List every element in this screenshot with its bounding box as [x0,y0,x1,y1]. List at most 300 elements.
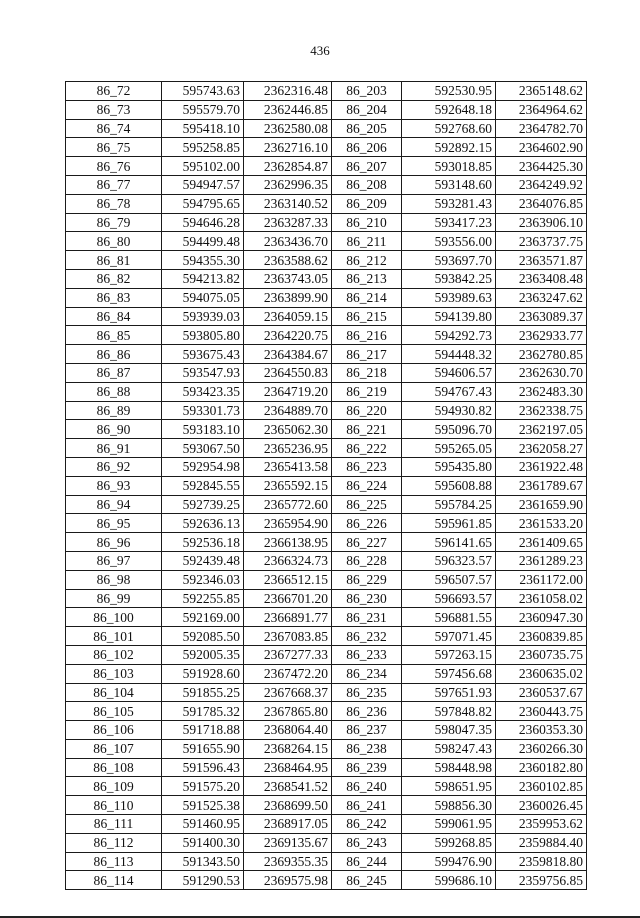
point-id-cell: 86_98 [66,570,162,589]
x-coordinate-cell: 592005.35 [162,645,244,664]
point-id-cell: 86_97 [66,551,162,570]
y-coordinate-cell: 2367083.85 [244,627,332,646]
point-id-cell: 86_95 [66,514,162,533]
y-coordinate-cell: 2359818.80 [496,852,587,871]
point-id-cell: 86_216 [332,326,402,345]
y-coordinate-cell: 2361533.20 [496,514,587,533]
x-coordinate-cell: 592954.98 [162,457,244,476]
y-coordinate-cell: 2362483.30 [496,382,587,401]
y-coordinate-cell: 2368064.40 [244,721,332,740]
x-coordinate-cell: 591525.38 [162,796,244,815]
y-coordinate-cell: 2363588.62 [244,251,332,270]
table-row [66,194,587,213]
y-coordinate-cell: 2360102.85 [496,777,587,796]
y-coordinate-cell: 2362197.05 [496,420,587,439]
y-coordinate-cell: 2364059.15 [244,307,332,326]
table-row [66,608,587,627]
x-coordinate-cell: 593842.25 [402,269,496,288]
point-id-cell: 86_101 [66,627,162,646]
table-row [66,213,587,232]
y-coordinate-cell: 2368264.15 [244,739,332,758]
point-id-cell: 86_94 [66,495,162,514]
y-coordinate-cell: 2361289.23 [496,551,587,570]
point-id-cell: 86_104 [66,683,162,702]
y-coordinate-cell: 2365592.15 [244,476,332,495]
point-id-cell: 86_109 [66,777,162,796]
point-id-cell: 86_226 [332,514,402,533]
x-coordinate-cell: 592536.18 [162,533,244,552]
point-id-cell: 86_221 [332,420,402,439]
x-coordinate-cell: 594795.65 [162,194,244,213]
y-coordinate-cell: 2365236.95 [244,439,332,458]
y-coordinate-cell: 2366701.20 [244,589,332,608]
point-id-cell: 86_72 [66,82,162,101]
point-id-cell: 86_231 [332,608,402,627]
point-id-cell: 86_78 [66,194,162,213]
y-coordinate-cell: 2363287.33 [244,213,332,232]
coordinates-table-body [66,82,587,890]
point-id-cell: 86_84 [66,307,162,326]
table-row [66,439,587,458]
x-coordinate-cell: 593989.63 [402,288,496,307]
y-coordinate-cell: 2361789.67 [496,476,587,495]
table-row [66,476,587,495]
x-coordinate-cell: 595743.63 [162,82,244,101]
x-coordinate-cell: 592346.03 [162,570,244,589]
table-row [66,815,587,834]
table-row [66,495,587,514]
point-id-cell: 86_240 [332,777,402,796]
point-id-cell: 86_224 [332,476,402,495]
point-id-cell: 86_225 [332,495,402,514]
x-coordinate-cell: 592530.95 [402,82,496,101]
x-coordinate-cell: 593281.43 [402,194,496,213]
table-row [66,345,587,364]
x-coordinate-cell: 593018.85 [402,157,496,176]
x-coordinate-cell: 596881.55 [402,608,496,627]
point-id-cell: 86_209 [332,194,402,213]
table-row [66,702,587,721]
y-coordinate-cell: 2364384.67 [244,345,332,364]
y-coordinate-cell: 2368464.95 [244,758,332,777]
x-coordinate-cell: 593675.43 [162,345,244,364]
y-coordinate-cell: 2367865.80 [244,702,332,721]
y-coordinate-cell: 2362058.27 [496,439,587,458]
y-coordinate-cell: 2362630.70 [496,363,587,382]
y-coordinate-cell: 2368541.52 [244,777,332,796]
x-coordinate-cell: 593547.93 [162,363,244,382]
point-id-cell: 86_77 [66,175,162,194]
x-coordinate-cell: 597263.15 [402,645,496,664]
point-id-cell: 86_80 [66,232,162,251]
point-id-cell: 86_100 [66,608,162,627]
y-coordinate-cell: 2367277.33 [244,645,332,664]
table-row [66,157,587,176]
y-coordinate-cell: 2369575.98 [244,871,332,890]
y-coordinate-cell: 2364220.75 [244,326,332,345]
x-coordinate-cell: 592169.00 [162,608,244,627]
y-coordinate-cell: 2365413.58 [244,457,332,476]
table-row [66,119,587,138]
y-coordinate-cell: 2365062.30 [244,420,332,439]
x-coordinate-cell: 598047.35 [402,721,496,740]
x-coordinate-cell: 592845.55 [162,476,244,495]
table-row [66,833,587,852]
point-id-cell: 86_227 [332,533,402,552]
x-coordinate-cell: 598247.43 [402,739,496,758]
table-row [66,721,587,740]
point-id-cell: 86_79 [66,213,162,232]
y-coordinate-cell: 2361659.90 [496,495,587,514]
point-id-cell: 86_102 [66,645,162,664]
point-id-cell: 86_211 [332,232,402,251]
point-id-cell: 86_113 [66,852,162,871]
x-coordinate-cell: 591655.90 [162,739,244,758]
point-id-cell: 86_96 [66,533,162,552]
x-coordinate-cell: 596141.65 [402,533,496,552]
point-id-cell: 86_245 [332,871,402,890]
table-row [66,589,587,608]
y-coordinate-cell: 2364425.30 [496,157,587,176]
x-coordinate-cell: 593939.03 [162,307,244,326]
point-id-cell: 86_204 [332,100,402,119]
y-coordinate-cell: 2360353.30 [496,721,587,740]
y-coordinate-cell: 2364782.70 [496,119,587,138]
x-coordinate-cell: 592892.15 [402,138,496,157]
y-coordinate-cell: 2360735.75 [496,645,587,664]
x-coordinate-cell: 598448.98 [402,758,496,777]
table-row [66,570,587,589]
table-row [66,514,587,533]
table-row [66,777,587,796]
table-row [66,420,587,439]
x-coordinate-cell: 593067.50 [162,439,244,458]
point-id-cell: 86_73 [66,100,162,119]
x-coordinate-cell: 599686.10 [402,871,496,890]
y-coordinate-cell: 2361922.48 [496,457,587,476]
point-id-cell: 86_90 [66,420,162,439]
point-id-cell: 86_85 [66,326,162,345]
point-id-cell: 86_91 [66,439,162,458]
table-row [66,401,587,420]
y-coordinate-cell: 2359756.85 [496,871,587,890]
point-id-cell: 86_93 [66,476,162,495]
y-coordinate-cell: 2362996.35 [244,175,332,194]
x-coordinate-cell: 592636.13 [162,514,244,533]
y-coordinate-cell: 2361409.65 [496,533,587,552]
point-id-cell: 86_217 [332,345,402,364]
x-coordinate-cell: 595096.70 [402,420,496,439]
y-coordinate-cell: 2366138.95 [244,533,332,552]
point-id-cell: 86_76 [66,157,162,176]
point-id-cell: 86_92 [66,457,162,476]
table-row [66,852,587,871]
x-coordinate-cell: 595608.88 [402,476,496,495]
point-id-cell: 86_89 [66,401,162,420]
x-coordinate-cell: 595579.70 [162,100,244,119]
table-row [66,457,587,476]
table-row [66,533,587,552]
y-coordinate-cell: 2363737.75 [496,232,587,251]
y-coordinate-cell: 2363408.48 [496,269,587,288]
y-coordinate-cell: 2360839.85 [496,627,587,646]
x-coordinate-cell: 592648.18 [402,100,496,119]
y-coordinate-cell: 2366512.15 [244,570,332,589]
x-coordinate-cell: 591400.30 [162,833,244,852]
table-row [66,232,587,251]
y-coordinate-cell: 2365148.62 [496,82,587,101]
point-id-cell: 86_241 [332,796,402,815]
y-coordinate-cell: 2364602.90 [496,138,587,157]
y-coordinate-cell: 2363436.70 [244,232,332,251]
point-id-cell: 86_228 [332,551,402,570]
x-coordinate-cell: 594448.32 [402,345,496,364]
y-coordinate-cell: 2362854.87 [244,157,332,176]
x-coordinate-cell: 594646.28 [162,213,244,232]
point-id-cell: 86_223 [332,457,402,476]
x-coordinate-cell: 591596.43 [162,758,244,777]
x-coordinate-cell: 598856.30 [402,796,496,815]
coordinates-table [65,81,587,890]
y-coordinate-cell: 2362446.85 [244,100,332,119]
y-coordinate-cell: 2359953.62 [496,815,587,834]
table-row [66,551,587,570]
x-coordinate-cell: 595418.10 [162,119,244,138]
point-id-cell: 86_114 [66,871,162,890]
point-id-cell: 86_88 [66,382,162,401]
y-coordinate-cell: 2366891.77 [244,608,332,627]
x-coordinate-cell: 593556.00 [402,232,496,251]
table-row [66,138,587,157]
point-id-cell: 86_108 [66,758,162,777]
y-coordinate-cell: 2369135.67 [244,833,332,852]
point-id-cell: 86_208 [332,175,402,194]
x-coordinate-cell: 597456.68 [402,664,496,683]
y-coordinate-cell: 2359884.40 [496,833,587,852]
x-coordinate-cell: 595102.00 [162,157,244,176]
y-coordinate-cell: 2363247.62 [496,288,587,307]
point-id-cell: 86_230 [332,589,402,608]
x-coordinate-cell: 596693.57 [402,589,496,608]
table-row [66,796,587,815]
y-coordinate-cell: 2362338.75 [496,401,587,420]
y-coordinate-cell: 2362316.48 [244,82,332,101]
point-id-cell: 86_229 [332,570,402,589]
x-coordinate-cell: 593697.70 [402,251,496,270]
x-coordinate-cell: 593805.80 [162,326,244,345]
x-coordinate-cell: 596323.57 [402,551,496,570]
point-id-cell: 86_212 [332,251,402,270]
x-coordinate-cell: 599268.85 [402,833,496,852]
table-row [66,82,587,101]
table-row [66,288,587,307]
y-coordinate-cell: 2367668.37 [244,683,332,702]
table-row [66,100,587,119]
x-coordinate-cell: 594947.57 [162,175,244,194]
point-id-cell: 86_218 [332,363,402,382]
y-coordinate-cell: 2362780.85 [496,345,587,364]
x-coordinate-cell: 595784.25 [402,495,496,514]
point-id-cell: 86_215 [332,307,402,326]
point-id-cell: 86_203 [332,82,402,101]
x-coordinate-cell: 594606.57 [402,363,496,382]
point-id-cell: 86_244 [332,852,402,871]
y-coordinate-cell: 2368917.05 [244,815,332,834]
table-row [66,683,587,702]
x-coordinate-cell: 596507.57 [402,570,496,589]
x-coordinate-cell: 594139.80 [402,307,496,326]
point-id-cell: 86_237 [332,721,402,740]
x-coordinate-cell: 591855.25 [162,683,244,702]
x-coordinate-cell: 591343.50 [162,852,244,871]
point-id-cell: 86_239 [332,758,402,777]
point-id-cell: 86_242 [332,815,402,834]
point-id-cell: 86_107 [66,739,162,758]
point-id-cell: 86_112 [66,833,162,852]
x-coordinate-cell: 594075.05 [162,288,244,307]
x-coordinate-cell: 594499.48 [162,232,244,251]
y-coordinate-cell: 2364249.92 [496,175,587,194]
table-row [66,627,587,646]
point-id-cell: 86_87 [66,363,162,382]
point-id-cell: 86_99 [66,589,162,608]
y-coordinate-cell: 2361172.00 [496,570,587,589]
x-coordinate-cell: 594213.82 [162,269,244,288]
x-coordinate-cell: 592085.50 [162,627,244,646]
point-id-cell: 86_106 [66,721,162,740]
y-coordinate-cell: 2363571.87 [496,251,587,270]
y-coordinate-cell: 2363899.90 [244,288,332,307]
point-id-cell: 86_233 [332,645,402,664]
y-coordinate-cell: 2368699.50 [244,796,332,815]
point-id-cell: 86_238 [332,739,402,758]
point-id-cell: 86_75 [66,138,162,157]
point-id-cell: 86_207 [332,157,402,176]
x-coordinate-cell: 591290.53 [162,871,244,890]
table-row [66,307,587,326]
table-row [66,664,587,683]
y-coordinate-cell: 2360537.67 [496,683,587,702]
x-coordinate-cell: 597071.45 [402,627,496,646]
table-row [66,326,587,345]
x-coordinate-cell: 595961.85 [402,514,496,533]
x-coordinate-cell: 592439.48 [162,551,244,570]
y-coordinate-cell: 2366324.73 [244,551,332,570]
point-id-cell: 86_214 [332,288,402,307]
x-coordinate-cell: 591785.32 [162,702,244,721]
x-coordinate-cell: 594767.43 [402,382,496,401]
table-row [66,175,587,194]
x-coordinate-cell: 599476.90 [402,852,496,871]
x-coordinate-cell: 597848.82 [402,702,496,721]
point-id-cell: 86_83 [66,288,162,307]
x-coordinate-cell: 595265.05 [402,439,496,458]
point-id-cell: 86_210 [332,213,402,232]
y-coordinate-cell: 2364076.85 [496,194,587,213]
y-coordinate-cell: 2369355.35 [244,852,332,871]
x-coordinate-cell: 592739.25 [162,495,244,514]
x-coordinate-cell: 593148.60 [402,175,496,194]
x-coordinate-cell: 591928.60 [162,664,244,683]
table-row [66,871,587,890]
point-id-cell: 86_234 [332,664,402,683]
y-coordinate-cell: 2364964.62 [496,100,587,119]
x-coordinate-cell: 592255.85 [162,589,244,608]
x-coordinate-cell: 591575.20 [162,777,244,796]
point-id-cell: 86_213 [332,269,402,288]
point-id-cell: 86_81 [66,251,162,270]
table-row [66,363,587,382]
y-coordinate-cell: 2365954.90 [244,514,332,533]
x-coordinate-cell: 595258.85 [162,138,244,157]
point-id-cell: 86_232 [332,627,402,646]
table-row [66,251,587,270]
y-coordinate-cell: 2364889.70 [244,401,332,420]
y-coordinate-cell: 2363743.05 [244,269,332,288]
point-id-cell: 86_220 [332,401,402,420]
page-number: 436 [310,43,330,58]
x-coordinate-cell: 598651.95 [402,777,496,796]
x-coordinate-cell: 593423.35 [162,382,244,401]
point-id-cell: 86_103 [66,664,162,683]
point-id-cell: 86_236 [332,702,402,721]
table-row [66,739,587,758]
point-id-cell: 86_105 [66,702,162,721]
y-coordinate-cell: 2364719.20 [244,382,332,401]
point-id-cell: 86_222 [332,439,402,458]
x-coordinate-cell: 594292.73 [402,326,496,345]
x-coordinate-cell: 597651.93 [402,683,496,702]
y-coordinate-cell: 2360947.30 [496,608,587,627]
point-id-cell: 86_206 [332,138,402,157]
point-id-cell: 86_86 [66,345,162,364]
x-coordinate-cell: 592768.60 [402,119,496,138]
y-coordinate-cell: 2360443.75 [496,702,587,721]
y-coordinate-cell: 2367472.20 [244,664,332,683]
point-id-cell: 86_235 [332,683,402,702]
y-coordinate-cell: 2365772.60 [244,495,332,514]
x-coordinate-cell: 593183.10 [162,420,244,439]
y-coordinate-cell: 2360266.30 [496,739,587,758]
x-coordinate-cell: 594355.30 [162,251,244,270]
y-coordinate-cell: 2363906.10 [496,213,587,232]
x-coordinate-cell: 591460.95 [162,815,244,834]
point-id-cell: 86_219 [332,382,402,401]
point-id-cell: 86_82 [66,269,162,288]
y-coordinate-cell: 2360635.02 [496,664,587,683]
table-row [66,269,587,288]
point-id-cell: 86_205 [332,119,402,138]
x-coordinate-cell: 595435.80 [402,457,496,476]
point-id-cell: 86_110 [66,796,162,815]
table-row [66,758,587,777]
table-row [66,645,587,664]
y-coordinate-cell: 2362716.10 [244,138,332,157]
y-coordinate-cell: 2361058.02 [496,589,587,608]
point-id-cell: 86_111 [66,815,162,834]
x-coordinate-cell: 593301.73 [162,401,244,420]
x-coordinate-cell: 594930.82 [402,401,496,420]
y-coordinate-cell: 2360026.45 [496,796,587,815]
point-id-cell: 86_243 [332,833,402,852]
x-coordinate-cell: 599061.95 [402,815,496,834]
y-coordinate-cell: 2364550.83 [244,363,332,382]
y-coordinate-cell: 2363140.52 [244,194,332,213]
point-id-cell: 86_74 [66,119,162,138]
x-coordinate-cell: 591718.88 [162,721,244,740]
y-coordinate-cell: 2362933.77 [496,326,587,345]
x-coordinate-cell: 593417.23 [402,213,496,232]
